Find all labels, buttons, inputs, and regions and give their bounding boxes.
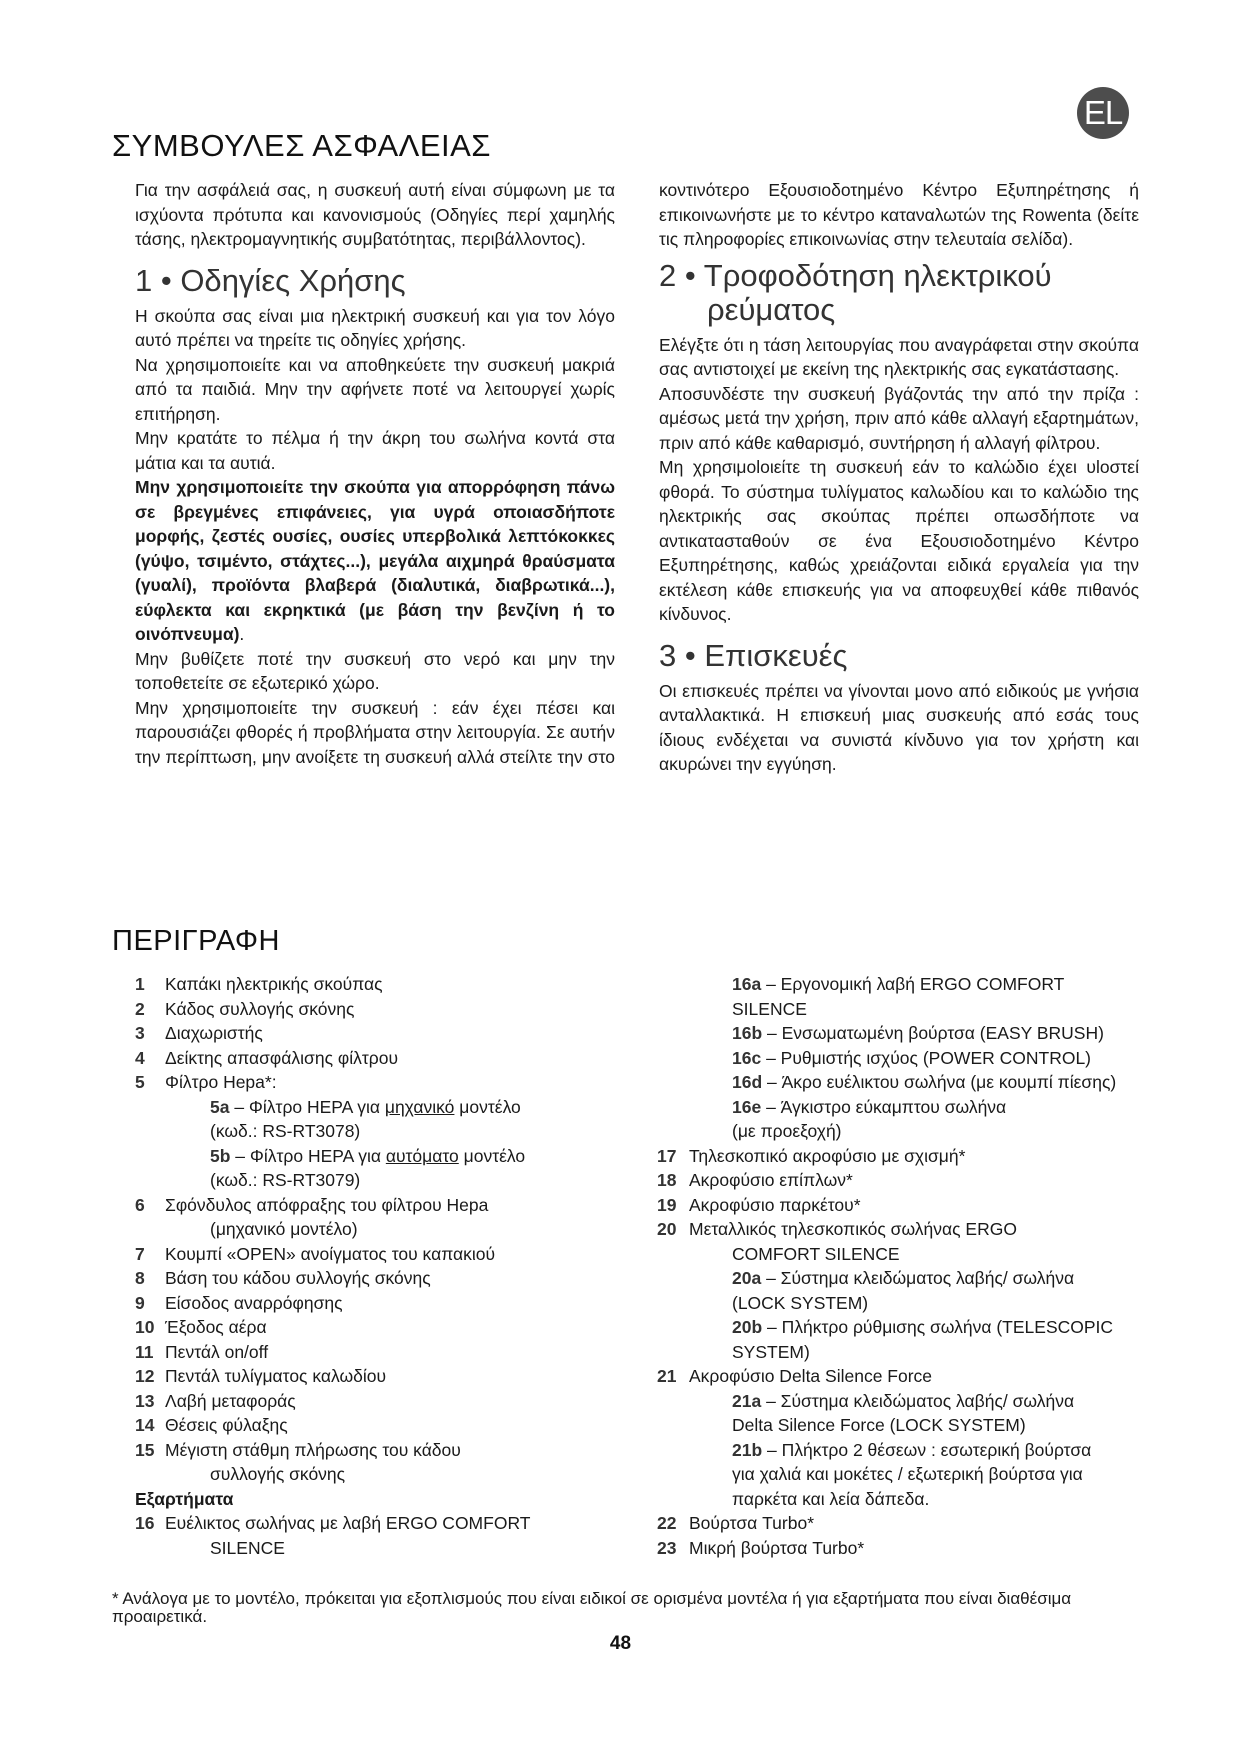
item-label: Ακροφύσιο παρκέτου* [689, 1194, 861, 1215]
list-item [135, 1413, 605, 1438]
s1-paragraph-6: Μην χρησιμοποιείτε την συσκευή : εάν έχει πέσει και παρουσιάζει φθορές ή προβλήματα στην λειτουργία. Σε αυτήν την περίπτωση, μην ανοίξετε τη συσκευή αλλά στείλτε την στο [135, 697, 615, 767]
item-label: Πεντάλ on/off [165, 1341, 269, 1362]
sub-item-20b [657, 1315, 1157, 1340]
section-3-heading: 3 • Επισκευές [659, 637, 848, 673]
sub-item-16d [657, 1070, 1157, 1095]
list-item [657, 1144, 1157, 1169]
item-number: 21 [657, 1366, 677, 1386]
s1-paragraph-6-cont: κοντινότερο Εξουσιοδοτημένο Κέντρο Εξυπηρέτησης ή επικοινωνήστε με το κέντρο καταναλωτών της Rowenta (δείτε τις πληροφορίες επικοινωνίας στην τελευταία σελίδα). [659, 180, 1139, 249]
s2-paragraph-1: Ελέγξτε ότι η τάση λειτουργίας που αναγράφεται στην σκούπα σας αντιστοιχεί με εκείνη της ηλεκτρικής σας εγκατάστασης. [659, 334, 1139, 379]
item-continuation: COMFORT SILENCE [732, 1243, 900, 1264]
item-number: 21b [732, 1439, 763, 1460]
item-label: – Πλήκτρο 2 θέσεων : εσωτερική βούρτσα [762, 1439, 1092, 1460]
item-continuation: SYSTEM) [732, 1341, 810, 1362]
parts-list-right [657, 972, 1157, 1560]
page-number: 48 [609, 1633, 632, 1654]
s1-paragraph-1: Η σκούπα σας είναι μια ηλεκτρική συσκευή και για τον λόγο αυτό πρέπει να τηρείτε τις οδηγίες χρήσης. [135, 305, 615, 350]
item-number: 15 [135, 1439, 155, 1460]
item-number: 16a [732, 974, 762, 994]
list-item [135, 997, 605, 1022]
item-label: – Άκρο ευέλικτου σωλήνα (με κουμπί πίεσης) [762, 1072, 1117, 1092]
item-label: Φίλτρο Hepa*: [165, 1072, 277, 1092]
list-item [657, 1511, 1157, 1536]
item-number: 21a [732, 1390, 762, 1411]
item-label: Κουμπί «OPEN» ανοίγματος του καπακιού [165, 1243, 496, 1264]
item-number: 5a [210, 1096, 230, 1117]
description-title: ΠΕΡΙΓΡΑΦΗ [112, 925, 280, 957]
item-label: Ακροφύσιο επίπλων* [689, 1170, 853, 1190]
item-number: 9 [135, 1292, 145, 1313]
item-number: 20a [732, 1268, 762, 1288]
item-label: Διαχωριστής [165, 1023, 263, 1043]
item-number: 2 [135, 998, 145, 1019]
section-2-heading [659, 259, 1139, 327]
item-number: 12 [135, 1366, 155, 1386]
item-label: Θέσεις φύλαξης [165, 1415, 288, 1435]
list-item [657, 1536, 1157, 1561]
section-2-heading-line1: 2 • Τροφοδότηση ηλεκτρικού [659, 257, 1052, 293]
item-label: Μέγιστη στάθμη πλήρωσης του κάδου [165, 1439, 461, 1460]
item-continuation: SILENCE [732, 998, 807, 1019]
item-number: 4 [135, 1047, 145, 1068]
sub-item-16c [657, 1046, 1157, 1071]
item-label: μοντέλο [458, 1145, 526, 1166]
item-label: – Σύστημα κλειδώματος λαβής/ σωλήνα [761, 1268, 1075, 1288]
item-number: 22 [657, 1513, 677, 1533]
item-label: – Φίλτρο HEPA για [229, 1096, 385, 1117]
section-2-heading-line2: ρεύματος [707, 291, 836, 327]
item-number: 3 [135, 1023, 145, 1043]
item-number: 16d [732, 1072, 763, 1092]
list-item [135, 1070, 605, 1095]
parts-list-left [135, 972, 605, 1560]
item-number: 6 [135, 1194, 145, 1215]
item-continuation: παρκέτα και λεία δάπεδα. [732, 1488, 930, 1509]
list-item [135, 1364, 605, 1389]
s1-warning-paragraph [135, 475, 615, 647]
s2-paragraph-3: Μη χρησιμοlοιείτε τη συσκευή εάν το καλώδιο έχει υlοστεί φθορά. Το σύστημα τυλίγματος καλωδίου και το καλώδιο της ηλεκτρικής σας σκούπας πρέπει οπωσδήποτε να αντικατασταθούν σε ένα Εξουσιοδοτημένο Κέντρο Εξυπηρέτησης, καθώς χρειάζονται ειδικά εργαλεία για την εκτέλεση κάθε επισκευής για να αποφευχθεί κάθε πιθανός κίνδυνος. [659, 457, 1139, 624]
item-number: 23 [657, 1537, 677, 1558]
item-number: 16b [732, 1023, 763, 1043]
list-item [135, 1291, 605, 1316]
section-1-heading: 1 • Οδηγίες Χρήσης [135, 262, 406, 298]
item-number: 16c [732, 1047, 762, 1068]
item-label: Κάδος συλλογής σκόνης [165, 998, 355, 1019]
item-label: Πεντάλ τυλίγματος καλωδίου [165, 1366, 387, 1386]
item-label: Τηλεσκοπικό ακροφύσιο με σχισμή* [689, 1145, 966, 1166]
list-item [657, 1168, 1157, 1193]
sub-item-5a [135, 1095, 605, 1120]
list-item [657, 1217, 1157, 1242]
item-label: – Ενσωματωμένη βούρτσα (EASY BRUSH) [762, 1023, 1104, 1043]
language-badge: EL [1077, 87, 1129, 139]
sub-item-5b-code: (κωδ.: RS-RT3079) [210, 1170, 361, 1190]
item-label: Ακροφύσιο Delta Silence Force [689, 1366, 933, 1386]
list-item [135, 1438, 605, 1463]
item-continuation: για χαλιά και μοκέτες / εξωτερική βούρτσα για [732, 1464, 1083, 1484]
s1-paragraph-5: Μην βυθίζετε ποτέ την συσκευή στο νερό και μην την τοποθετείτε σε εξωτερικό χώρο. [135, 648, 615, 693]
sub-item-21a [657, 1389, 1157, 1414]
s1-paragraph-2: Να χρησιμοποιείτε και να αποθηκεύετε την συσκευή μακριά από τα παιδιά. Μην την αφήνετε ποτέ να λειτουργεί χωρίς επιτήρηση. [135, 354, 615, 424]
item-number: 16e [732, 1096, 762, 1117]
list-item [135, 1340, 605, 1365]
item-number: 5 [135, 1072, 145, 1092]
item-number: 19 [657, 1194, 677, 1215]
s1-paragraph-3: Μην κρατάτε το πέλμα ή την άκρη του σωλήνα κοντά στα μάτια και τα αυτιά. [135, 428, 615, 473]
sub-item-16a [657, 972, 1157, 997]
item-label: μοντέλο [454, 1096, 521, 1117]
item-label: Ευέλικτος σωλήνας με λαβή ERGO COMFORT [165, 1513, 531, 1533]
sub-item-5a-code: (κωδ.: RS-RT3078) [210, 1121, 361, 1141]
item-label: Δείκτης απασφάλισης φίλτρου [165, 1047, 399, 1068]
list-item [135, 972, 605, 997]
item-number: 7 [135, 1243, 145, 1264]
item-continuation: συλλογής σκόνης [210, 1464, 346, 1484]
item-label: Μεταλλικός τηλεσκοπικός σωλήνας ERGO [689, 1219, 1017, 1239]
item-number: 13 [135, 1390, 155, 1411]
list-item [135, 1315, 605, 1340]
accessories-heading: Εξαρτήματα [135, 1488, 234, 1509]
item-number: 8 [135, 1268, 145, 1288]
item-label: – Άγκιστρο εύκαμπτου σωλήνα [761, 1096, 1007, 1117]
item-label: – Ρυθμιστής ισχύος (POWER CONTROL) [761, 1047, 1092, 1068]
item-label: Βάση του κάδου συλλογής σκόνης [165, 1268, 431, 1288]
list-item [135, 1242, 605, 1267]
underlined-word: αυτόματο [385, 1145, 459, 1166]
item-label: Λαβή μεταφοράς [165, 1390, 296, 1411]
sub-item-16e [657, 1095, 1157, 1120]
list-item [657, 1364, 1157, 1389]
item-label: Έξοδος αέρα [165, 1317, 267, 1337]
item-continuation: SILENCE [210, 1537, 285, 1558]
item-continuation: (μηχανικό μοντέλο) [210, 1219, 358, 1239]
item-number: 1 [135, 974, 145, 994]
safety-right-column [659, 178, 1139, 777]
list-item [135, 1193, 605, 1218]
item-number: 18 [657, 1170, 677, 1190]
sub-item-21b [657, 1438, 1157, 1463]
item-number: 16 [135, 1513, 155, 1533]
item-label: Βούρτσα Turbo* [689, 1513, 815, 1533]
item-number: 20b [732, 1317, 763, 1337]
footnote: * Ανάλογα με το μοντέλο, πρόκειται για εξοπλισμούς που είναι ειδικοί σε ορισμένα μοντέλα ή για εξαρτήματα που είναι διαθέσιμα προαιρετικά. [112, 1589, 1072, 1626]
s2-paragraph-2: Αποσυνδέστε την συσκευή βγάζοντάς την από την πρίζα : αμέσως μετά την χρήση, πριν από κάθε αλλαγή εξαρτημάτων, πριν από κάθε καθαρισμό, συντήρηση ή αλλαγή φίλτρου. [659, 383, 1139, 453]
item-label: Σφόνδυλος απόφραξης του φίλτρου Hepa [165, 1194, 489, 1215]
list-item [135, 1511, 605, 1536]
item-continuation: (με προεξοχή) [732, 1121, 842, 1141]
item-continuation: (LOCK SYSTEM) [732, 1292, 869, 1313]
item-number: 10 [135, 1317, 155, 1337]
item-continuation: Delta Silence Force (LOCK SYSTEM) [732, 1415, 1026, 1435]
item-label: – Πλήκτρο ρύθμισης σωλήνα (TELESCOPIC [762, 1317, 1114, 1337]
list-item [135, 1021, 605, 1046]
item-label: – Σύστημα κλειδώματος λαβής/ σωλήνα [761, 1390, 1075, 1411]
safety-left-column [135, 178, 615, 769]
list-item [135, 1389, 605, 1414]
item-number: 17 [657, 1145, 677, 1166]
s1-warning-bold: Μην χρησιμοποιείτε την σκούπα για απορρόφηση πάνω σε βρεγμένες επιφάνειες, για υγρά οποιασδήποτε μορφής, ζεστές ουσίες, ουσίες υπερβολικά λεπτόκοκκες (γύψο, τσιμέντο, στάχτες...), μεγάλα αιχμηρά θραύσματα (γυαλί), προϊόντα βλαβερά (διαλυτικά, διαβρωτικά...), εύφλεκτα και εκρηκτικά (με βάση την βενζίνη ή το οινόπνευμα) [135, 477, 615, 644]
list-item [135, 1266, 605, 1291]
sub-item-5b [135, 1144, 605, 1169]
item-number: 11 [135, 1341, 154, 1362]
safety-title: ΣΥΜΒΟΥΛΕΣ ΑΣΦΑΛΕΙΑΣ [112, 128, 491, 163]
safety-intro: Για την ασφάλειά σας, η συσκευή αυτή είναι σύμφωνη με τα ισχύοντα πρότυπα και κανονισμούς (Οδηγίες περί χαμηλής τάσης, ηλεκτρομαγνητικής συμβατότητας, περιβάλλοντος). [135, 180, 615, 249]
sub-item-16b [657, 1021, 1157, 1046]
underlined-word: μηχανικό [384, 1096, 455, 1117]
item-label: Μικρή βούρτσα Turbo* [689, 1537, 865, 1558]
s1-warning-end: . [239, 624, 245, 644]
item-label: Είσοδος αναρρόφησης [165, 1292, 343, 1313]
sub-item-20a [657, 1266, 1157, 1291]
item-number: 14 [135, 1415, 155, 1435]
list-item [135, 1046, 605, 1071]
list-item [657, 1193, 1157, 1218]
item-label: Καπάκι ηλεκτρικής σκούπας [165, 974, 383, 994]
item-number: 20 [657, 1219, 677, 1239]
s3-paragraph-1: Οι επισκευές πρέπει να γίνονται μονο από ειδικούς με γνήσια ανταλλακτικά. Η επισκευή μιας συσκευής από εσάς τους ίδιους ενδέχεται να συνιστά κίνδυνο για τον χρήστη και ακυρώνει την εγγύηση. [659, 680, 1139, 774]
item-number: 5b [210, 1145, 231, 1166]
item-label: – Εργονομική λαβή ERGO COMFORT [761, 974, 1065, 994]
item-label: – Φίλτρο HEPA για [230, 1145, 386, 1166]
